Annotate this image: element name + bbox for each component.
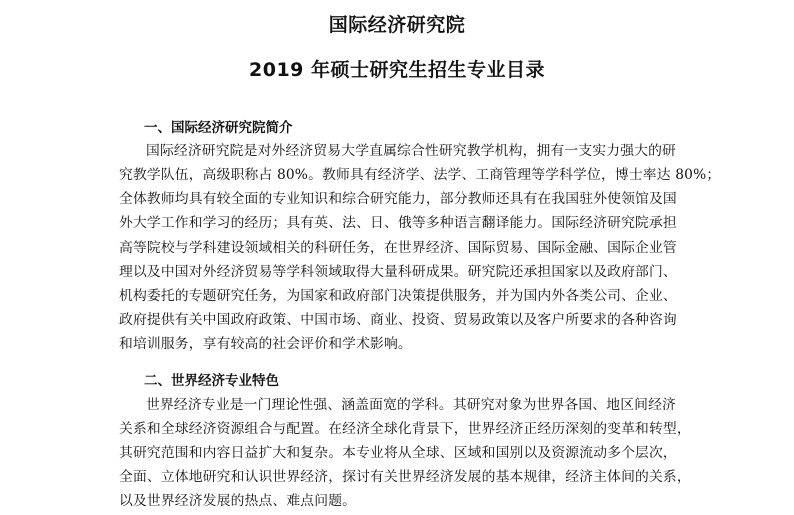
paragraph-line: 外大学工作和学习的经历；具有英、法、日、俄等多种语言翻译能力。国际经济研究院承担 — [119, 215, 677, 231]
paragraph-line: 政府提供有关中国政府政策、中国市场、商业、投资、贸易政策以及客户所要求的各种咨询 — [119, 312, 677, 328]
institute-title: 国际经济研究院 — [328, 14, 466, 36]
paragraph-line: 关系和全球经济资源组合与配置。在经济全球化背景下，世界经济正经历深刻的变革和转型， — [119, 421, 691, 437]
paragraph-line: 究教学队伍，高级职称占 80%。教师具有经济学、法学、工商管理等学科学位，博士率达 80%； — [119, 167, 721, 183]
paragraph-line: 高等院校与学科建设领域相关的科研任务，在世界经济、国际贸易、国际金融、国际企业管 — [119, 240, 677, 256]
paragraph-line: 国际经济研究院是对外经济贸易大学直属综合性研究教学机构，拥有一支实力强大的研 — [146, 143, 676, 159]
paragraph-line: 世界经济专业是一门理论性强、涵盖面宽的学科。其研究对象为世界各国、地区间经济 — [146, 397, 676, 413]
paragraph-line: 其研究范围和内容日益扩大和复杂。本专业将从全球、区域和国别以及资源流动多个层次， — [119, 445, 677, 461]
catalog-subtitle: 2019 年硕士研究生招生专业目录 — [249, 59, 545, 81]
paragraph-line: 和培训服务，享有较高的社会评价和学术影响。 — [119, 336, 412, 352]
paragraph-line: 理以及中国对外经济贸易等学科领域取得大量科研成果。研究院还承担国家以及政府部门、 — [119, 264, 677, 280]
paragraph-line: 全面、立体地研究和认识世界经济，探讨有关世界经济发展的基本规律，经济主体间的关系， — [119, 469, 691, 485]
paragraph-line: 以及世界经济发展的热点、难点问题。 — [119, 493, 357, 509]
paragraph-line: 机构委托的专题研究任务，为国家和政府部门决策提供服务，并为国内外各类公司、企业、 — [119, 288, 677, 304]
section-heading-intro: 一、国际经济研究院简介 — [144, 120, 293, 136]
section-heading-features: 二、世界经济专业特色 — [144, 373, 279, 389]
paragraph-line: 全体教师均具有较全面的专业知识和综合研究能力，部分教师还具有在我国驻外使领馆及国 — [119, 191, 677, 207]
